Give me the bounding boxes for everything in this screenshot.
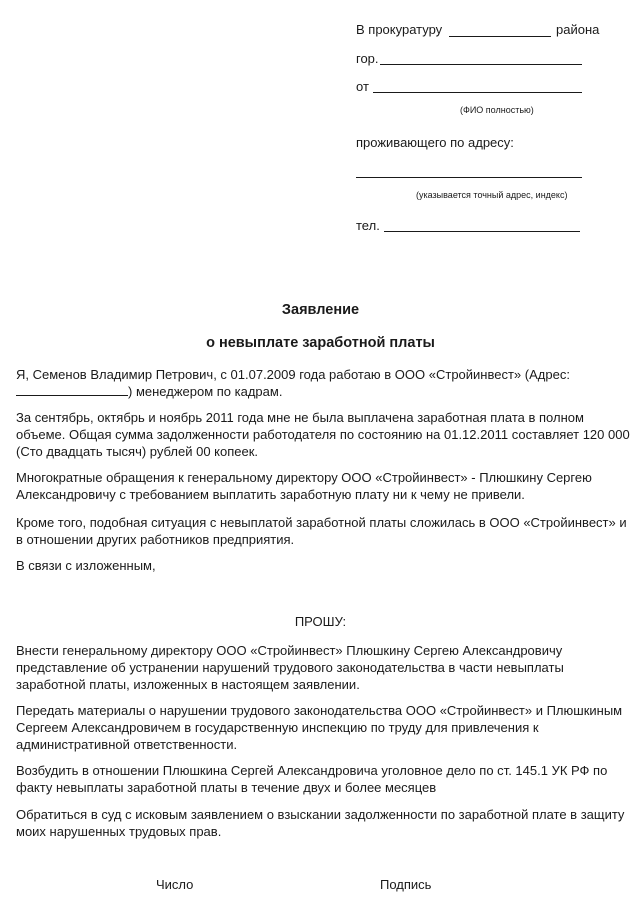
signature-label: Подпись <box>380 877 432 892</box>
paragraph-debt: За сентябрь, октябрь и ноябрь 2011 года мне не была выплачена заработная плата в полном объеме. Общая сумма задолженности работодателя по состоянию на 01.12.2011 составляет 120 000 (Сто двадцать тысяч) рублей 00 копеек. <box>16 410 630 459</box>
document-title: Заявление <box>281 302 360 318</box>
paragraph-appeals: Многократные обращения к генеральному директору ООО «Стройинвест» - Плюшкину Сергею Александровичу с требованием выплатить заработную плату ни к чему не привели. <box>16 470 592 502</box>
paragraph-employment-text-end: ) менеджером по кадрам. <box>128 384 283 399</box>
addressee-suffix: района <box>556 22 600 37</box>
request-item: Внести генеральному директору ООО «Стройинвест» Плюшкину Сергею Александровичу представление об устранении нарушений трудового законодательства в части невыплаты заработной платы, изложенных в настоящем заявлении. <box>16 643 564 692</box>
fio-hint: (ФИО полностью) <box>460 105 534 115</box>
city-label: гор. <box>356 51 379 66</box>
addressee-prefix: В прокуратуру <box>356 22 443 37</box>
company-address-blank <box>16 384 128 396</box>
address-label: проживающего по адресу: <box>356 135 514 150</box>
paragraph-conclusion: В связи с изложенным, <box>16 558 156 573</box>
date-label: Число <box>156 877 194 892</box>
phone-blank-line <box>384 231 580 232</box>
paragraph-employment <box>16 366 632 400</box>
phone-label: тел. <box>356 218 380 233</box>
request-item: Возбудить в отношении Плюшкина Сергей Александровича уголовное дело по ст. 145.1 УК РФ по факту невыплаты заработной платы в течение двух и более месяцев <box>16 763 608 795</box>
from-label: от <box>356 79 369 94</box>
paragraph-other-workers: Кроме того, подобная ситуация с невыплатой заработной платы сложилась в ООО «Стройинвест» и в отношении других работников предприятия. <box>16 515 627 547</box>
fio-blank-line <box>373 92 582 93</box>
address-blank-line <box>356 177 582 178</box>
request-heading: ПРОШУ: <box>294 614 347 629</box>
district-blank-line <box>449 36 551 37</box>
request-item: Обратиться в суд с исковым заявлением о взыскании задолженности по заработной плате в защиту моих нарушенных трудовых прав. <box>16 807 625 839</box>
request-item: Передать материалы о нарушении трудового законодательства ООО «Стройинвест» и Плюшкиным Сергеем Александровичем в государственную инспекцию по труду для привлечения к административной ответственности. <box>16 703 623 752</box>
address-hint: (указывается точный адрес, индекс) <box>416 190 568 200</box>
paragraph-employment-text: Я, Семенов Владимир Петрович, с 01.07.2009 года работаю в ООО «Стройинвест» (Адрес: <box>16 367 570 382</box>
document-subtitle: о невыплате заработной платы <box>206 335 435 351</box>
city-blank-line <box>380 64 582 65</box>
